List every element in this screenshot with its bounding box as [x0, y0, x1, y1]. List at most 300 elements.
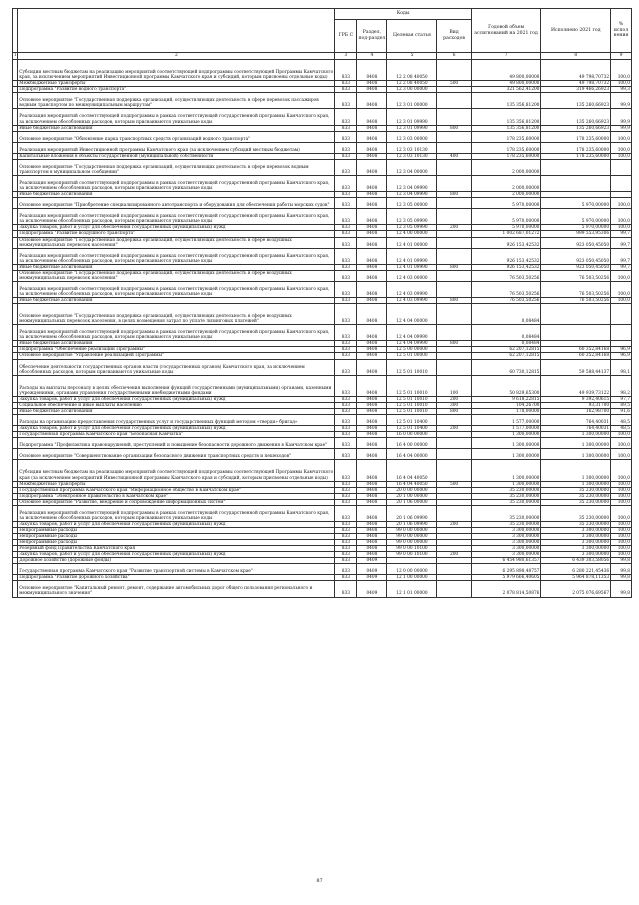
cell-razdel: 0408	[357, 93, 387, 109]
cell-grbs: 833	[335, 487, 357, 493]
cell-target-code: 12 4 03 00000	[387, 270, 437, 281]
cell-expense-type	[437, 270, 471, 281]
cell-name: Государственная программа Камчатского края "Безопасная Камчатка"	[18, 432, 335, 438]
cell-name: Основное мероприятие "Управление реализацией Программы"	[18, 353, 335, 359]
table-row	[13, 281, 632, 297]
cell-annual-plan: 60 730,12815	[471, 359, 541, 375]
cell-executed: 35 230,00000	[541, 493, 611, 499]
table-row	[13, 564, 632, 575]
cell-executed: 3 300,00000	[541, 552, 611, 558]
header-col-2	[18, 9, 335, 53]
cell-name: Подпрограмма "Развитие воздушного транспорта"	[18, 231, 335, 237]
cell-grbs: 833	[335, 153, 357, 159]
cell-name: Иные бюджетные ассигнования	[18, 192, 335, 198]
cell-name: Основное мероприятие "Государственная поддержка организаций, осуществляющих деятельность в сфере воздушных межмуниципальных перевозок населения, в целях возмещения затрат по уплате лизинговых платежей"	[18, 304, 335, 325]
cell-target-code: 99 0 00 10100	[387, 546, 437, 552]
cell-name: Иные бюджетные ассигнования	[18, 341, 335, 347]
header-pct: % испол нения	[611, 9, 632, 53]
cell-razdel: 0408	[357, 153, 387, 159]
cell-percent: 99,9	[611, 93, 632, 109]
cell-grbs: 833	[335, 131, 357, 142]
cell-name: Непрограммные расходы	[18, 540, 335, 546]
cell-expense-type	[437, 175, 471, 191]
header-exec: Исполнено 2021 год	[541, 9, 611, 53]
cell-executed: 1 300,00000	[541, 460, 611, 481]
cell-name: Реализация мероприятий соответствующей подпрограммы в рамках соответствующей государственной программы Камчатского края, за исключением обособленных расходов, которым присваиваются уникальные коды	[18, 325, 335, 341]
cell-grbs: 833	[335, 581, 357, 597]
cell-expense-type: 800	[437, 192, 471, 198]
cell-percent: 48,5	[611, 426, 632, 432]
cell-annual-plan: 178 235,60000	[471, 131, 541, 142]
cell-percent: 97,7	[611, 396, 632, 402]
cell-executed	[541, 325, 611, 341]
cell-name: Основное мероприятие "Государственная поддержка организаций, осуществляющих деятельность в сфере воздушных межмуниципальных перевозок населения"	[18, 270, 335, 281]
cell-grbs: 833	[335, 438, 357, 449]
cell-expense-type	[437, 564, 471, 575]
table-row	[13, 142, 632, 153]
table-body	[13, 53, 632, 598]
cell-target-code: 12 4 03 09990	[387, 281, 437, 297]
cell-executed: 35 230,00000	[541, 487, 611, 493]
cell-executed: 60 352,84168	[541, 353, 611, 359]
table-row	[13, 237, 632, 248]
cell-razdel: 0408	[357, 460, 387, 481]
cell-annual-plan: 0,08484	[471, 304, 541, 325]
cell-name: Основное мероприятие "Государственная поддержка организаций, осуществляющих деятельность в сфере воздушных межмуниципальных перевозок населения"	[18, 237, 335, 248]
table-row	[13, 131, 632, 142]
header-razdel: Раздел, под-раздел	[357, 20, 387, 53]
cell-annual-plan: 321 562,41200	[471, 87, 541, 93]
cell-target-code: 16 4 04 40050	[387, 460, 437, 481]
cell-percent	[611, 304, 632, 325]
cell-razdel: 0408	[357, 487, 387, 493]
cell-annual-plan: 35 230,00000	[471, 487, 541, 493]
cell-grbs: 833	[335, 93, 357, 109]
cell-razdel: 0408	[357, 359, 387, 375]
cell-expense-type: 500	[437, 481, 471, 487]
cell-expense-type	[437, 198, 471, 209]
cell-executed: 764,40031	[541, 415, 611, 426]
cell-grbs: 833	[335, 546, 357, 552]
cell-target-code: 12 4 04 09990	[387, 325, 437, 341]
cell-executed: 135 260,66923	[541, 93, 611, 109]
cell-razdel: 0409	[357, 575, 387, 581]
cell-expense-type	[437, 281, 471, 297]
cell-annual-plan: 76 503,50256	[471, 281, 541, 297]
cell-grbs: 833	[335, 298, 357, 304]
header-vid: Вид расходов	[437, 20, 471, 53]
cell-name: Реализация мероприятий соответствующей подпрограммы в рамках соответствующей государственной программы Камчатского края, за исключением обособленных расходов, которым присваиваются уникальные коды	[18, 281, 335, 297]
cell-target-code: 12 3 03 10130	[387, 142, 437, 153]
cell-name: Дорожное хозяйство (дорожные фонды)	[18, 558, 335, 564]
cell-executed: 35 230,00000	[541, 521, 611, 527]
column-number: 4	[357, 53, 387, 60]
cell-name: Обеспечение деятельности государственных органов власти (государственных органов) Камчатского края, за исключением обособленных расходов, которым присваиваются уникальные коды	[18, 359, 335, 375]
cell-target-code: 20 0 00 00000	[387, 487, 437, 493]
cell-target-code: 12 0 00 00000	[387, 564, 437, 575]
cell-razdel: 0408	[357, 505, 387, 521]
cell-name: Закупка товаров, работ и услуг для обеспечения государственных (муниципальных) нужд	[18, 225, 335, 231]
cell-target-code: 12 3 03 00000	[387, 131, 437, 142]
cell-executed: 5 970,00000	[541, 225, 611, 231]
cell-target-code: 12 5 01 10010	[387, 396, 437, 402]
cell-target-code: 12 3 05 09990	[387, 225, 437, 231]
cell-razdel: 0408	[357, 209, 387, 225]
cell-percent: 99,7	[611, 237, 632, 248]
cell-name: Основное мероприятие "Капитальный ремонт, ремонт, содержание автомобильных дорог общего пользования регионального и межмуниципального значения"	[18, 581, 335, 597]
cell-razdel: 0408	[357, 325, 387, 341]
cell-percent: 100,0	[611, 81, 632, 87]
cell-annual-plan: 9 618,22815	[471, 396, 541, 402]
cell-percent: 100,0	[611, 270, 632, 281]
cell-executed: 1 300,00000	[541, 438, 611, 449]
cell-grbs: 833	[335, 521, 357, 527]
table-row	[13, 60, 632, 81]
cell-grbs: 833	[335, 142, 357, 153]
table-row	[13, 581, 632, 597]
cell-grbs: 833	[335, 396, 357, 402]
cell-razdel: 0408	[357, 552, 387, 558]
cell-grbs: 833	[335, 527, 357, 533]
cell-razdel: 0408	[357, 231, 387, 237]
cell-expense-type: 300	[437, 402, 471, 408]
cell-annual-plan: 50 829,65300	[471, 375, 541, 396]
cell-annual-plan: 35 230,00000	[471, 521, 541, 527]
cell-razdel: 0408	[357, 521, 387, 527]
header-codes: Коды	[335, 9, 471, 20]
cell-percent: 100,0	[611, 225, 632, 231]
cell-percent: 100,0	[611, 449, 632, 460]
cell-percent: 100,0	[611, 481, 632, 487]
cell-grbs: 833	[335, 426, 357, 432]
cell-executed: 93,31700	[541, 402, 611, 408]
cell-target-code: 12 3 05 00000	[387, 198, 437, 209]
cell-expense-type: 500	[437, 81, 471, 87]
cell-annual-plan: 1 002 687,01272	[471, 231, 541, 237]
cell-target-code: 20 1 00 00000	[387, 493, 437, 499]
table-row	[13, 325, 632, 341]
cell-percent	[611, 175, 632, 191]
table-row	[13, 375, 632, 396]
cell-name: Межбюджетные трансферты	[18, 481, 335, 487]
cell-name: Основное мероприятие "Обновление парка транспортных средств организаций водного транспорта"	[18, 131, 335, 142]
column-numbers-row	[13, 53, 632, 60]
cell-name: Иные бюджетные ассигнования	[18, 264, 335, 270]
cell-target-code: 12 2 08 40050	[387, 60, 437, 81]
cell-name: Реализация мероприятий соответствующей подпрограммы в рамках соответствующей государственной программы Камчатского края, за исключением обособленных расходов, которым присваиваются уникальные коды	[18, 505, 335, 521]
cell-executed: 76 503,50256	[541, 298, 611, 304]
cell-target-code: 12 1 00 00000	[387, 575, 437, 581]
cell-annual-plan: 1 577,00000	[471, 426, 541, 432]
cell-executed: 5 970,00000	[541, 209, 611, 225]
cell-percent: 100,0	[611, 281, 632, 297]
cell-annual-plan: 49 800,00000	[471, 81, 541, 87]
cell-annual-plan: 35 230,00000	[471, 505, 541, 521]
table-row	[13, 248, 632, 264]
cell-target-code: 20 1 06 09990	[387, 505, 437, 521]
cell-name: Реализация мероприятий соответствующей подпрограммы в рамках соответствующей государственной программы Камчатского края, за исключением обособленных расходов, которым присваиваются уникальные коды	[18, 175, 335, 191]
cell-target-code: 12 3 00 00000	[387, 87, 437, 93]
table-row	[13, 270, 632, 281]
cell-razdel: 0408	[357, 237, 387, 248]
cell-percent: 48,5	[611, 415, 632, 426]
column-number: 2	[18, 53, 335, 60]
cell-executed: 764,40031	[541, 426, 611, 432]
table-row	[13, 159, 632, 175]
cell-grbs: 833	[335, 552, 357, 558]
cell-target-code: 16 4 00 00000	[387, 438, 437, 449]
cell-razdel: 0408	[357, 375, 387, 396]
cell-executed: 35 230,00000	[541, 499, 611, 505]
cell-annual-plan: 62 207,12815	[471, 353, 541, 359]
cell-name: Резервный фонд Правительства Камчатского края	[18, 546, 335, 552]
cell-razdel: 0408	[357, 396, 387, 402]
cell-percent: 99,9	[611, 125, 632, 131]
cell-percent: 99,7	[611, 231, 632, 237]
cell-name: Расходы на выплаты персоналу в целях обеспечения выполнения функций государственными (муниципальными) органами, казенными учреждениями, органами управления государственными внебюджетными фондами	[18, 375, 335, 396]
cell-annual-plan: 6 454 980,61357	[471, 558, 541, 564]
cell-grbs: 833	[335, 460, 357, 481]
cell-executed: 2 075 076,69567	[541, 581, 611, 597]
cell-grbs: 833	[335, 359, 357, 375]
cell-name: Подпрограмма "Обеспечение реализации Программы"	[18, 347, 335, 353]
cell-percent: 100,0	[611, 493, 632, 499]
column-number: 8	[541, 53, 611, 60]
cell-expense-type	[437, 142, 471, 153]
cell-razdel: 0408	[357, 438, 387, 449]
cell-percent: 100,0	[611, 521, 632, 527]
table-row	[13, 175, 632, 191]
cell-name: Межбюджетные трансферты	[18, 81, 335, 87]
cell-name: Реализация мероприятий соответствующей подпрограммы в рамках соответствующей государственной программы Камчатского края, за исключением обособленных расходов, которым присваиваются уникальные коды	[18, 209, 335, 225]
cell-razdel: 0409	[357, 581, 387, 597]
cell-name: Основное мероприятие "Государственная поддержка организаций, осуществляющих деятельность в сфере перевозок пассажиров водным транспортом по межмуниципальным маршрутам"	[18, 93, 335, 109]
cell-executed: 35 230,00000	[541, 505, 611, 521]
cell-executed: 923 050,45050	[541, 248, 611, 264]
cell-expense-type: 200	[437, 521, 471, 527]
cell-annual-plan: 49 800,00000	[471, 60, 541, 81]
cell-annual-plan: 2 078 814,50876	[471, 581, 541, 597]
cell-name: Реализация мероприятий соответствующей подпрограммы в рамках соответствующей государственной программы Камчатского края, за исключением обособленных расходов, которым присваиваются уникальные коды	[18, 248, 335, 264]
cell-annual-plan: 5 970,00000	[471, 209, 541, 225]
cell-name: Социальное обеспечение и иные выплаты населению	[18, 402, 335, 408]
cell-percent: 99,9	[611, 109, 632, 125]
cell-executed	[541, 304, 611, 325]
cell-target-code: 12 4 04 00000	[387, 304, 437, 325]
cell-grbs: 833	[335, 402, 357, 408]
cell-name: Непрограммные расходы	[18, 533, 335, 539]
cell-target-code: 12 5 00 00000	[387, 347, 437, 353]
cell-expense-type	[437, 304, 471, 325]
cell-annual-plan: 35 230,00000	[471, 499, 541, 505]
cell-razdel: 0408	[357, 264, 387, 270]
cell-expense-type	[437, 449, 471, 460]
cell-executed: 49 798,70732	[541, 81, 611, 87]
table-row	[13, 93, 632, 109]
cell-expense-type	[437, 415, 471, 426]
column-number: 6	[437, 53, 471, 60]
table-row	[13, 449, 632, 460]
cell-executed: 9 392,40615	[541, 396, 611, 402]
cell-executed: 76 503,50256	[541, 281, 611, 297]
cell-executed: 923 050,45050	[541, 264, 611, 270]
cell-annual-plan: 1 300,00000	[471, 481, 541, 487]
cell-razdel: 0408	[357, 408, 387, 414]
cell-target-code: 12 1 01 00000	[387, 581, 437, 597]
cell-percent: 100,0	[611, 460, 632, 481]
cell-percent: 100,0	[611, 487, 632, 493]
cell-executed: 162,98700	[541, 408, 611, 414]
cell-target-code: 99 0 00 10100	[387, 552, 437, 558]
cell-percent: 100,0	[611, 198, 632, 209]
cell-executed: 49 939,73122	[541, 375, 611, 396]
cell-executed: 76 503,50256	[541, 270, 611, 281]
table-row	[13, 505, 632, 521]
cell-annual-plan: 135 356,81200	[471, 109, 541, 125]
cell-annual-plan: 1 300,00000	[471, 438, 541, 449]
cell-grbs: 833	[335, 270, 357, 281]
cell-razdel: 0408	[357, 175, 387, 191]
cell-grbs: 833	[335, 449, 357, 460]
cell-executed: 135 260,66923	[541, 109, 611, 125]
cell-annual-plan: 1 300,00000	[471, 432, 541, 438]
cell-executed: 60 352,84168	[541, 347, 611, 353]
cell-name: Основное мероприятие "Государственная поддержка организаций, осуществляющих деятельность в сфере перевозок водным транспортом в муниципальном сообщении"	[18, 159, 335, 175]
cell-executed	[541, 175, 611, 191]
cell-target-code: 16 0 00 00000	[387, 432, 437, 438]
cell-executed: 6 280 221,45436	[541, 564, 611, 575]
cell-razdel: 0408	[357, 225, 387, 231]
cell-razdel: 0408	[357, 527, 387, 533]
cell-annual-plan: 135 356,81200	[471, 93, 541, 109]
cell-target-code: 99 0 00 00000	[387, 540, 437, 546]
cell-razdel: 0408	[357, 60, 387, 81]
cell-target-code: 12 5 01 10010	[387, 408, 437, 414]
cell-target-code: 12 4 01 00000	[387, 237, 437, 248]
cell-expense-type	[437, 248, 471, 264]
cell-annual-plan: 3 300,00000	[471, 533, 541, 539]
cell-executed: 59 588,44137	[541, 359, 611, 375]
cell-annual-plan: 178 235,60000	[471, 153, 541, 159]
cell-grbs: 833	[335, 341, 357, 347]
cell-target-code: 12 4 03 09990	[387, 298, 437, 304]
cell-percent: 100,0	[611, 552, 632, 558]
cell-executed: 178 235,60000	[541, 153, 611, 159]
cell-annual-plan: 6 295 898,48757	[471, 564, 541, 575]
cell-annual-plan: 1 300,00000	[471, 449, 541, 460]
cell-percent: 100,0	[611, 298, 632, 304]
cell-percent: 99,8	[611, 558, 632, 564]
cell-annual-plan: 2 000,00000	[471, 159, 541, 175]
column-number: 3	[335, 53, 357, 60]
budget-table	[12, 8, 632, 598]
cell-razdel: 0409	[357, 558, 387, 564]
cell-name: Основное мероприятие "Развитие, внедрение и сопровождение информационных систем"	[18, 499, 335, 505]
cell-razdel: 0408	[357, 159, 387, 175]
cell-executed: 178 235,60000	[541, 142, 611, 153]
cell-annual-plan: 1 577,00000	[471, 415, 541, 426]
cell-percent: 96,9	[611, 353, 632, 359]
cell-percent: 98,1	[611, 359, 632, 375]
cell-percent: 99,8	[611, 581, 632, 597]
cell-target-code: 12 3 05 09990	[387, 209, 437, 225]
cell-grbs: 833	[335, 325, 357, 341]
cell-annual-plan: 5 979 666,40605	[471, 575, 541, 581]
cell-name: Субсидии местным бюджетам на реализацию мероприятий соответствующей подпрограммы соответствующей Программы Камчатского края (за исключением мероприятий Инвестиционной программы Камчатского края и субсидий, которым присвоены отдельные коды)	[18, 460, 335, 481]
cell-expense-type: 800	[437, 341, 471, 347]
cell-percent: 100,0	[611, 540, 632, 546]
cell-executed: 6 439 303,58056	[541, 558, 611, 564]
cell-razdel: 0408	[357, 449, 387, 460]
cell-razdel: 0408	[357, 347, 387, 353]
cell-percent: 100,0	[611, 533, 632, 539]
column-number: 7	[471, 53, 541, 60]
cell-executed: 3 300,00000	[541, 533, 611, 539]
cell-grbs: 833	[335, 225, 357, 231]
cell-executed: 319 466,26923	[541, 87, 611, 93]
cell-razdel: 0408	[357, 499, 387, 505]
cell-percent	[611, 325, 632, 341]
cell-grbs: 833	[335, 209, 357, 225]
cell-executed: 3 300,00000	[541, 546, 611, 552]
cell-annual-plan: 5 970,00000	[471, 198, 541, 209]
cell-name: Субсидии местным бюджетам на реализацию мероприятий соответствующей подпрограммы соответствующей Программы Камчатского края, за исключением мероприятий Инвестиционной программы Камчатского края и субсидий, которым присвоены отдельные коды)	[18, 60, 335, 81]
cell-name: Закупка товаров, работ и услуг для обеспечения государственных (муниципальных) нужд	[18, 396, 335, 402]
cell-target-code: 12 2 08 40050	[387, 81, 437, 87]
cell-executed	[541, 159, 611, 175]
cell-name: Реализация мероприятий Инвестиционной программы Камчатского края (за исключением субсидий местным бюджетам)	[18, 142, 335, 153]
cell-expense-type	[437, 438, 471, 449]
cell-target-code: 12 3 01 00000	[387, 93, 437, 109]
table-row	[13, 109, 632, 125]
cell-annual-plan: 104,26700	[471, 402, 541, 408]
cell-executed: 178 235,60000	[541, 131, 611, 142]
cell-name: Подпрограмма "Электронное правительство в Камчатском крае"	[18, 493, 335, 499]
cell-razdel: 0408	[357, 415, 387, 426]
cell-annual-plan: 3 300,00000	[471, 552, 541, 558]
cell-grbs: 833	[335, 304, 357, 325]
cell-percent: 100,0	[611, 209, 632, 225]
cell-razdel: 0408	[357, 125, 387, 131]
cell-annual-plan: 2 000,00000	[471, 175, 541, 191]
cell-name: Государственная программа Камчатского края "Информационное общество в Камчатском крае"	[18, 487, 335, 493]
cell-expense-type: 200	[437, 396, 471, 402]
cell-percent: 100,0	[611, 131, 632, 142]
cell-percent: 99,7	[611, 264, 632, 270]
cell-expense-type	[437, 505, 471, 521]
cell-grbs: 833	[335, 81, 357, 87]
cell-target-code: 12 5 01 10010	[387, 375, 437, 396]
cell-razdel: 0408	[357, 341, 387, 347]
cell-name: Закупка товаров, работ и услуг для обеспечения государственных (муниципальных) нужд	[18, 521, 335, 527]
cell-grbs: 833	[335, 248, 357, 264]
cell-executed: 3 300,00000	[541, 540, 611, 546]
cell-grbs: 833	[335, 237, 357, 248]
cell-annual-plan: 3 300,00000	[471, 527, 541, 533]
cell-executed: 3 300,00000	[541, 527, 611, 533]
cell-grbs: 833	[335, 60, 357, 81]
cell-razdel: 0408	[357, 298, 387, 304]
cell-expense-type	[437, 359, 471, 375]
cell-expense-type: 200	[437, 225, 471, 231]
cell-razdel: 0408	[357, 109, 387, 125]
cell-executed: 5 970,00000	[541, 198, 611, 209]
cell-name: Подпрограмма "Развитие водного транспорта"	[18, 87, 335, 93]
cell-percent: 100,0	[611, 153, 632, 159]
cell-target-code: 12 3 01 09990	[387, 109, 437, 125]
cell-target-code: 16 4 04 00000	[387, 449, 437, 460]
cell-razdel: 0408	[357, 81, 387, 87]
